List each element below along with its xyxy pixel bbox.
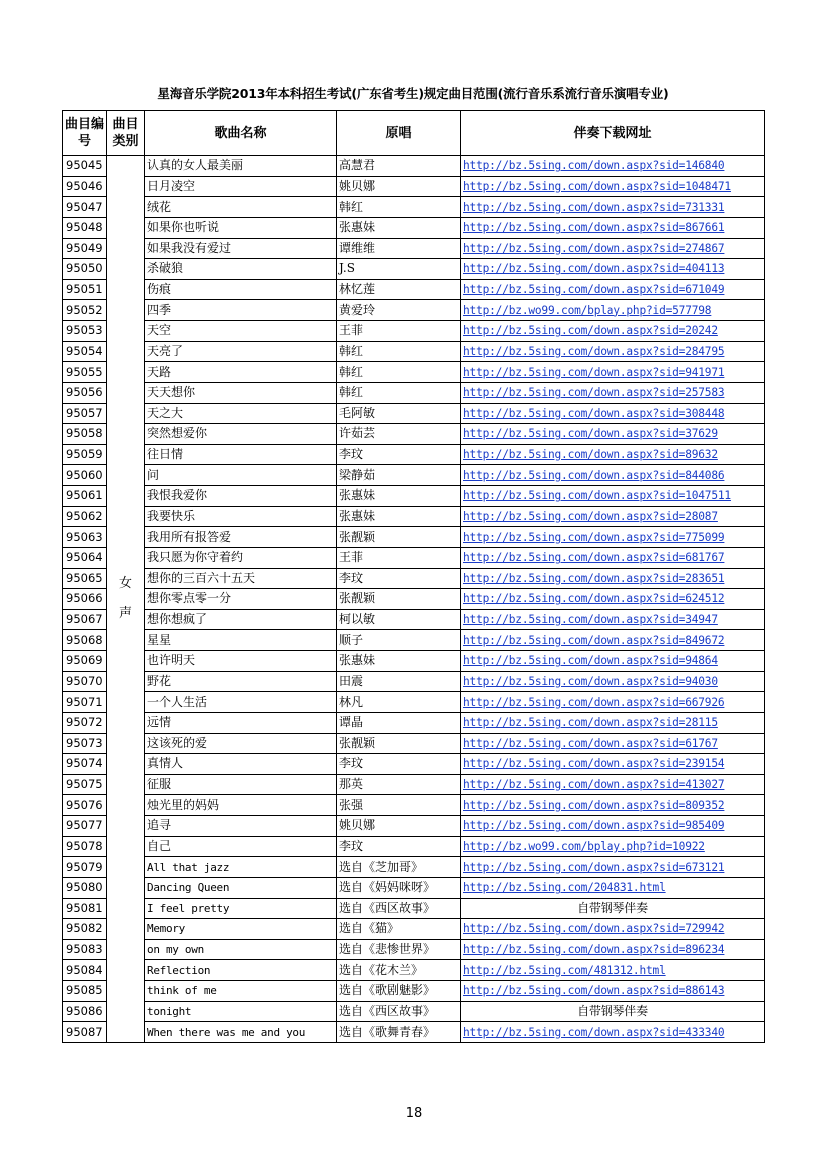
song-title: think of me: [145, 981, 337, 1002]
song-title: 这该死的爱: [145, 733, 337, 754]
download-url-cell: [461, 321, 765, 342]
song-id: 95075: [63, 774, 107, 795]
table-row: [63, 609, 765, 630]
song-title: 突然想爱你: [145, 424, 337, 445]
song-title: 我恨我爱你: [145, 486, 337, 507]
table-header-row: [63, 111, 765, 156]
download-link[interactable]: http://bz.5sing.com/204831.html: [463, 881, 666, 895]
download-url-cell: [461, 651, 765, 672]
download-url-cell: [461, 424, 765, 445]
download-url-cell: [461, 609, 765, 630]
song-id: 95063: [63, 527, 107, 548]
song-title: 认真的女人最美丽: [145, 156, 337, 177]
table-row: [63, 465, 765, 486]
song-artist: 李玟: [337, 444, 461, 465]
song-title: on my own: [145, 939, 337, 960]
song-artist: 选自《悲惨世界》: [337, 939, 461, 960]
song-artist: 选自《猫》: [337, 919, 461, 940]
song-artist: 选自《歌舞青春》: [337, 1022, 461, 1043]
download-link[interactable]: http://bz.5sing.com/down.aspx?sid=729942: [463, 922, 725, 936]
download-link[interactable]: http://bz.5sing.com/down.aspx?sid=283651: [463, 571, 725, 585]
download-url-cell: [461, 444, 765, 465]
table-row: [63, 300, 765, 321]
download-url-cell: [461, 547, 765, 568]
table-row: [63, 960, 765, 981]
song-id: 95065: [63, 568, 107, 589]
song-id: 95054: [63, 341, 107, 362]
song-id: 95048: [63, 217, 107, 238]
song-artist: 李玟: [337, 754, 461, 775]
table-row: [63, 651, 765, 672]
download-url-cell: [461, 692, 765, 713]
song-artist: 选自《歌剧魅影》: [337, 981, 461, 1002]
song-id: 95086: [63, 1001, 107, 1022]
download-url-cell: [461, 733, 765, 754]
song-id: 95051: [63, 279, 107, 300]
download-url-cell: [461, 238, 765, 259]
song-id: 95047: [63, 197, 107, 218]
song-artist: 王菲: [337, 321, 461, 342]
song-artist: 韩红: [337, 341, 461, 362]
song-artist: 张惠妹: [337, 217, 461, 238]
song-id: 95078: [63, 836, 107, 857]
download-link[interactable]: http://bz.5sing.com/down.aspx?sid=413027: [463, 778, 725, 792]
download-link[interactable]: http://bz.5sing.com/down.aspx?sid=20242: [463, 324, 718, 338]
song-title: Memory: [145, 919, 337, 940]
song-artist: 谭维维: [337, 238, 461, 259]
header-url: 伴奏下载网址: [461, 111, 765, 156]
song-id: 95069: [63, 651, 107, 672]
download-url-cell: [461, 568, 765, 589]
song-title: 杀破狼: [145, 259, 337, 280]
song-title: 伤痕: [145, 279, 337, 300]
song-id: 95076: [63, 795, 107, 816]
download-link[interactable]: http://bz.5sing.com/down.aspx?sid=886143: [463, 984, 725, 998]
download-url-cell: [461, 857, 765, 878]
song-title: 往日情: [145, 444, 337, 465]
song-id: 95072: [63, 712, 107, 733]
download-url-cell: [461, 486, 765, 507]
header-song: 歌曲名称: [145, 111, 337, 156]
song-id: 95085: [63, 981, 107, 1002]
accompaniment-note: 自带钢琴伴奏: [461, 898, 765, 919]
download-link[interactable]: http://bz.5sing.com/down.aspx?sid=89632: [463, 448, 718, 462]
song-title: 远情: [145, 712, 337, 733]
download-url-cell: [461, 341, 765, 362]
song-title: 天天想你: [145, 382, 337, 403]
table-row: [63, 217, 765, 238]
song-id: 95066: [63, 589, 107, 610]
song-artist: 韩红: [337, 362, 461, 383]
song-artist: 选自《西区故事》: [337, 898, 461, 919]
song-id: 95050: [63, 259, 107, 280]
download-url-cell: [461, 981, 765, 1002]
download-url-cell: [461, 960, 765, 981]
song-artist: 李玟: [337, 836, 461, 857]
download-url-cell: [461, 176, 765, 197]
table-row: [63, 279, 765, 300]
song-id: 95082: [63, 919, 107, 940]
download-url-cell: [461, 279, 765, 300]
download-url-cell: [461, 795, 765, 816]
download-url-cell: [461, 362, 765, 383]
table-row: [63, 547, 765, 568]
download-link[interactable]: http://bz.5sing.com/down.aspx?sid=308448: [463, 406, 725, 420]
song-artist: 选自《芝加哥》: [337, 857, 461, 878]
song-title: 四季: [145, 300, 337, 321]
download-url-cell: [461, 671, 765, 692]
song-title: 野花: [145, 671, 337, 692]
download-url-cell: [461, 919, 765, 940]
table-row: [63, 238, 765, 259]
download-link[interactable]: http://bz.5sing.com/down.aspx?sid=896234: [463, 943, 725, 957]
song-id: 95067: [63, 609, 107, 630]
song-id: 95053: [63, 321, 107, 342]
table-row: [63, 898, 765, 919]
header-id: 曲目编号: [63, 111, 107, 156]
download-link[interactable]: http://bz.5sing.com/down.aspx?sid=1048471: [463, 179, 731, 193]
song-artist: 张强: [337, 795, 461, 816]
download-url-cell: [461, 465, 765, 486]
song-artist: 林凡: [337, 692, 461, 713]
download-url-cell: [461, 589, 765, 610]
song-id: 95080: [63, 877, 107, 898]
song-id: 95084: [63, 960, 107, 981]
song-id: 95049: [63, 238, 107, 259]
song-id: 95070: [63, 671, 107, 692]
download-url-cell: [461, 712, 765, 733]
download-link[interactable]: http://bz.5sing.com/down.aspx?sid=624512: [463, 592, 725, 606]
song-artist: 张惠妹: [337, 651, 461, 672]
song-title: 天亮了: [145, 341, 337, 362]
download-link[interactable]: http://bz.wo99.com/bplay.php?id=577798: [463, 303, 712, 317]
song-title: I feel pretty: [145, 898, 337, 919]
table-row: [63, 939, 765, 960]
song-title: 天空: [145, 321, 337, 342]
page-number: 18: [405, 1106, 423, 1121]
table-row: [63, 486, 765, 507]
song-artist: 张惠妹: [337, 506, 461, 527]
download-link[interactable]: http://bz.5sing.com/down.aspx?sid=941971: [463, 365, 725, 379]
header-category: 曲目类别: [107, 111, 145, 156]
download-link[interactable]: http://bz.5sing.com/down.aspx?sid=844086: [463, 468, 725, 482]
header-artist: 原唱: [337, 111, 461, 156]
download-link[interactable]: http://bz.5sing.com/down.aspx?sid=433340: [463, 1025, 725, 1039]
song-title: 追寻: [145, 816, 337, 837]
song-title: 烛光里的妈妈: [145, 795, 337, 816]
download-link[interactable]: http://bz.5sing.com/down.aspx?sid=28087: [463, 509, 718, 523]
download-url-cell: [461, 382, 765, 403]
song-id: 95062: [63, 506, 107, 527]
song-id: 95058: [63, 424, 107, 445]
song-artist: 张靓颖: [337, 733, 461, 754]
song-title: 绒花: [145, 197, 337, 218]
table-row: [63, 341, 765, 362]
table-row: [63, 754, 765, 775]
table-row: [63, 527, 765, 548]
song-title: 如果我没有爱过: [145, 238, 337, 259]
song-artist: 韩红: [337, 382, 461, 403]
table-row: [63, 692, 765, 713]
song-id: 95073: [63, 733, 107, 754]
table-row: [63, 176, 765, 197]
song-artist: 柯以敏: [337, 609, 461, 630]
download-link[interactable]: http://bz.5sing.com/down.aspx?sid=775099: [463, 530, 725, 544]
category-label: 女声: [118, 575, 132, 621]
download-link[interactable]: http://bz.5sing.com/down.aspx?sid=28115: [463, 716, 718, 730]
download-link[interactable]: http://bz.wo99.com/bplay.php?id=10922: [463, 839, 705, 853]
table-row: [63, 506, 765, 527]
song-id: 95064: [63, 547, 107, 568]
song-id: 95074: [63, 754, 107, 775]
download-link[interactable]: http://bz.5sing.com/down.aspx?sid=849672: [463, 633, 725, 647]
song-title: 征服: [145, 774, 337, 795]
song-id: 95059: [63, 444, 107, 465]
download-url-cell: [461, 836, 765, 857]
song-title: 想你想疯了: [145, 609, 337, 630]
table-row: [63, 197, 765, 218]
song-id: 95071: [63, 692, 107, 713]
table-row: [63, 156, 765, 177]
song-id: 95081: [63, 898, 107, 919]
table-row: [63, 382, 765, 403]
table-row: [63, 712, 765, 733]
download-url-cell: [461, 156, 765, 177]
download-link[interactable]: http://bz.5sing.com/down.aspx?sid=146840: [463, 159, 725, 173]
song-title: 如果你也听说: [145, 217, 337, 238]
song-title: 天路: [145, 362, 337, 383]
download-link[interactable]: http://bz.5sing.com/down.aspx?sid=257583: [463, 386, 725, 400]
table-row: [63, 733, 765, 754]
table-row: [63, 424, 765, 445]
song-title: 一个人生活: [145, 692, 337, 713]
song-title: 也许明天: [145, 651, 337, 672]
song-title: 我要快乐: [145, 506, 337, 527]
download-link[interactable]: http://bz.5sing.com/down.aspx?sid=1047511: [463, 489, 731, 503]
download-url-cell: [461, 403, 765, 424]
table-row: [63, 877, 765, 898]
song-artist: 顺子: [337, 630, 461, 651]
song-artist: 选自《花木兰》: [337, 960, 461, 981]
song-title: 我用所有报答爱: [145, 527, 337, 548]
download-url-cell: [461, 877, 765, 898]
table-row: [63, 836, 765, 857]
download-url-cell: [461, 300, 765, 321]
download-link[interactable]: http://bz.5sing.com/down.aspx?sid=673121: [463, 860, 725, 874]
accompaniment-note: 自带钢琴伴奏: [461, 1001, 765, 1022]
download-url-cell: [461, 259, 765, 280]
download-url-cell: [461, 217, 765, 238]
song-id: 95077: [63, 816, 107, 837]
song-artist: 选自《妈妈咪呀》: [337, 877, 461, 898]
download-url-cell: [461, 527, 765, 548]
song-id: 95060: [63, 465, 107, 486]
song-artist: 张靓颖: [337, 589, 461, 610]
download-link[interactable]: http://bz.5sing.com/down.aspx?sid=671049: [463, 283, 725, 297]
table-row: [63, 403, 765, 424]
download-link[interactable]: http://bz.5sing.com/down.aspx?sid=274867: [463, 241, 725, 255]
song-title: 星星: [145, 630, 337, 651]
table-row: [63, 857, 765, 878]
download-url-cell: [461, 630, 765, 651]
song-artist: 毛阿敏: [337, 403, 461, 424]
table-row: [63, 795, 765, 816]
download-link[interactable]: http://bz.5sing.com/down.aspx?sid=867661: [463, 221, 725, 235]
song-id: 95079: [63, 857, 107, 878]
song-title: Reflection: [145, 960, 337, 981]
song-artist: 谭晶: [337, 712, 461, 733]
song-title: 想你的三百六十五天: [145, 568, 337, 589]
song-artist: 姚贝娜: [337, 816, 461, 837]
download-link[interactable]: http://bz.5sing.com/down.aspx?sid=37629: [463, 427, 718, 441]
table-row: [63, 1022, 765, 1043]
song-title: 想你零点零一分: [145, 589, 337, 610]
song-title: 问: [145, 465, 337, 486]
download-url-cell: [461, 774, 765, 795]
song-artist: 黄爱玲: [337, 300, 461, 321]
download-link[interactable]: http://bz.5sing.com/down.aspx?sid=985409: [463, 819, 725, 833]
song-artist: 高慧君: [337, 156, 461, 177]
song-artist: 田震: [337, 671, 461, 692]
song-artist: 姚贝娜: [337, 176, 461, 197]
table-row: [63, 981, 765, 1002]
download-link[interactable]: http://bz.5sing.com/down.aspx?sid=731331: [463, 200, 725, 214]
song-artist: 梁静茹: [337, 465, 461, 486]
song-artist: 那英: [337, 774, 461, 795]
song-id: 95061: [63, 486, 107, 507]
song-artist: J.S: [337, 259, 461, 280]
song-id: 95057: [63, 403, 107, 424]
song-artist: 韩红: [337, 197, 461, 218]
song-artist: 选自《西区故事》: [337, 1001, 461, 1022]
download-url-cell: [461, 1022, 765, 1043]
song-id: 95055: [63, 362, 107, 383]
table-row: [63, 259, 765, 280]
song-title: 日月凌空: [145, 176, 337, 197]
song-artist: 许茹芸: [337, 424, 461, 445]
table-row: [63, 774, 765, 795]
song-title: tonight: [145, 1001, 337, 1022]
table-row: [63, 919, 765, 940]
table-row: [63, 816, 765, 837]
download-link[interactable]: http://bz.5sing.com/down.aspx?sid=94864: [463, 654, 718, 668]
song-title: 我只愿为你守着约: [145, 547, 337, 568]
table-row: [63, 671, 765, 692]
song-id: 95087: [63, 1022, 107, 1043]
table-body: [63, 156, 765, 1043]
song-title: When there was me and you: [145, 1022, 337, 1043]
download-link[interactable]: http://bz.5sing.com/down.aspx?sid=61767: [463, 736, 718, 750]
song-title: Dancing Queen: [145, 877, 337, 898]
song-title: 自己: [145, 836, 337, 857]
table-row: [63, 321, 765, 342]
download-url-cell: [461, 506, 765, 527]
song-artist: 王菲: [337, 547, 461, 568]
table-row: [63, 444, 765, 465]
song-id: 95056: [63, 382, 107, 403]
song-artist: 李玟: [337, 568, 461, 589]
download-link[interactable]: http://bz.5sing.com/down.aspx?sid=667926: [463, 695, 725, 709]
song-id: 95046: [63, 176, 107, 197]
table-row: [63, 568, 765, 589]
download-url-cell: [461, 816, 765, 837]
table-row: [63, 1001, 765, 1022]
download-url-cell: [461, 939, 765, 960]
download-link[interactable]: http://bz.5sing.com/down.aspx?sid=681767: [463, 551, 725, 565]
song-artist: 林忆莲: [337, 279, 461, 300]
download-link[interactable]: http://bz.5sing.com/down.aspx?sid=239154: [463, 757, 725, 771]
download-link[interactable]: http://bz.5sing.com/down.aspx?sid=809352: [463, 798, 725, 812]
download-link[interactable]: http://bz.5sing.com/481312.html: [463, 963, 666, 977]
song-title: 天之大: [145, 403, 337, 424]
song-title: 真情人: [145, 754, 337, 775]
download-link[interactable]: http://bz.5sing.com/down.aspx?sid=284795: [463, 344, 725, 358]
download-link[interactable]: http://bz.5sing.com/down.aspx?sid=34947: [463, 613, 718, 627]
download-link[interactable]: http://bz.5sing.com/down.aspx?sid=94030: [463, 674, 718, 688]
page-title: 星海音乐学院2013年本科招生考试(广东省考生)规定曲目范围(流行音乐系流行音乐演唱专业): [157, 86, 669, 101]
table-row: [63, 362, 765, 383]
download-url-cell: [461, 754, 765, 775]
song-title: All that jazz: [145, 857, 337, 878]
table-row: [63, 589, 765, 610]
song-id: 95052: [63, 300, 107, 321]
song-id: 95083: [63, 939, 107, 960]
song-artist: 张惠妹: [337, 486, 461, 507]
song-artist: 张靓颖: [337, 527, 461, 548]
song-id: 95068: [63, 630, 107, 651]
category-cell: [107, 156, 145, 1043]
song-table: [62, 110, 765, 1043]
download-link[interactable]: http://bz.5sing.com/down.aspx?sid=404113: [463, 262, 725, 276]
song-id: 95045: [63, 156, 107, 177]
table-row: [63, 630, 765, 651]
download-url-cell: [461, 197, 765, 218]
